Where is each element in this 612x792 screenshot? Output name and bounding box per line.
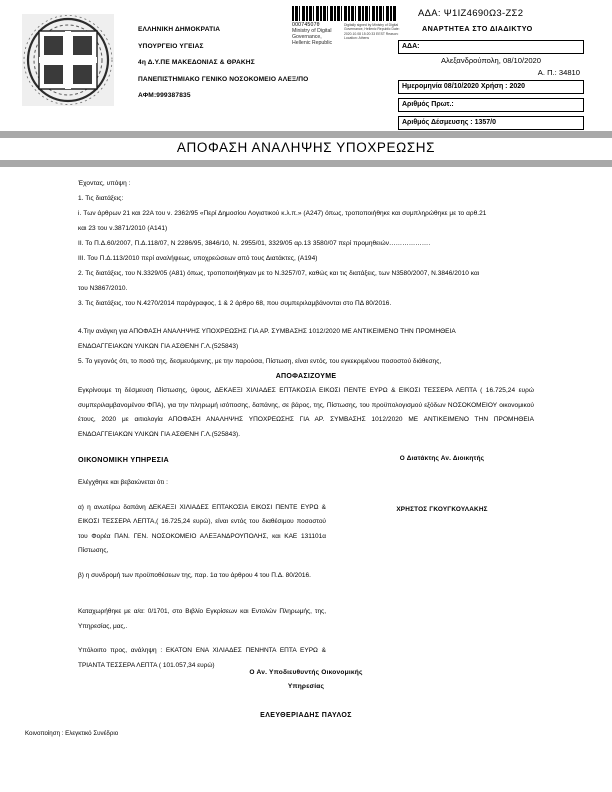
financial-line-4: Καταχωρήθηκε με α/α: 0/1701, στο Βιβλίο Εγκρίσεων και Εντολών Πληρωμής, της, Υπηρεσίας, μας,. [78,608,326,630]
body-line-1: 1. Τις διατάξεις: [78,195,124,202]
date-field-box [398,80,584,94]
org-line-vat-number: ΑΦΜ:999387835 [138,92,191,99]
barcode-number: 00074507θ [292,21,320,28]
signature-role-line-2: Υπηρεσίας [287,683,325,690]
financial-service-column [78,455,326,673]
decision-paragraph: Εγκρίνουμε τη δέσμευση Πίστωσης, ύψους, ΔΕΚΑΕΞΙ ΧΙΛΙΑΔΕΣ ΕΠΤΑΚΟΣΙΑ ΕΙΚΟΣΙ ΠΕΝΤΕ ΕΥΡΩ & ΕΙΚΟΣΙ ΤΕΣΣΕΡΑ ΛΕΠΤΑ ( 16.725,24 ευρώ συμπεριλαμβανομένου ΦΠΑ), για την πληρωμή ισόποσης, δαπάνης, σε βάρος, της, Πίστωσης, του προϋπολογισμού εξόδων ΝΟΣΟΚΟΜΕΙΟΥ οικονομικού έτους, 2020 με αιτιολογία ΑΠΟΦΑΣΗ ΑΝΑΛΗΨΗΣ ΥΠΟΧΡΕΩΣΗΣ ΓΙΑ ΑΡ. ΣΥΜΒΑΣΗΣ 1012/2020 ΜΕ ΑΝΤΙΚΕΙΜΕΝΟ ΤΗΝ ΠΡΟΜΗΘΕΙΑ ΕΝΔΟΑΓΓΕΙΑΚΩΝ ΥΛΙΚΩΝ ΓΙΑ ΑΣΘΕΝΗ Γ.Λ.(525843). [78,387,534,438]
decision-heading: ΑΠΟΦΑΣΙΖΟΥΜΕ [275,373,337,380]
ada-code-heading: ΑΔΑ: Ψ1ΙΖ4690Ω3-ΖΣ2 [418,8,524,19]
body-line-10: ΕΝΔΟΑΓΓΕΙΑΚΩΝ ΥΛΙΚΩΝ ΓΙΑ ΑΣΘΕΝΗ Γ.Λ.(525843) [78,343,239,350]
financial-line-5: Υπόλοιπο προς, ανάληψη : ΕΚΑΤΟΝ ΕΝΑ ΧΙΛΙΑΔΕΣ ΠΕΝΗΝΤΑ ΕΠΤΑ ΕΥΡΩ & ΤΡΙΑΝΤΑ ΤΕΣΣΕΡΑ ΛΕΠΤΑ ( 101.057,34 ευρώ) [78,647,326,669]
org-line-ministry: ΥΠΟΥΡΓΕΙΟ ΥΓΕΙΑΣ [138,42,204,50]
barcode-icon [292,6,396,21]
org-line-republic: ΕΛΛΗΝΙΚΗ ΔΗΜΟΚΡΑΤΙΑ [138,26,221,33]
title-rule-top-divider [0,131,612,138]
financial-line-1: Ελέγχθηκε και βεβαιώνεται ότι : [78,479,168,486]
signature-detail-text: Digitally signed by Ministry of Digital Governance, Hellenic Republic Date: 2020.10.08 15:20:33 EEST Reason: Location: Athens [344,23,400,41]
commitment-number-label: Αριθμός Δέσμευσης : 1357/0 [402,118,496,126]
body-line-9: 4.Την ανάγκη για ΑΠΟΦΑΣΗ ΑΝΑΛΗΨΗΣ ΥΠΟΧΡΕΩΣΗΣ ΓΙΑ ΑΡ. ΣΥΜΒΑΣΗΣ 1012/2020 ΜΕ ΑΝΤΙΚΕΙΜΕΝΟ ΤΗΝ ΠΡΟΜΗΘΕΙΑ [78,328,456,335]
body-line-6: 2. Τις διατάξεις, του Ν.3329/05 (Α81) όπως, τροποποιήθηκαν με το Ν.3257/07, καθώς και τις διατάξεις, των Ν3580/2007, Ν.3846/2010 και [78,270,480,277]
issuing-officer-role: Ο Διατάκτης Αν. Διοικητής [399,455,485,462]
stamp-authority-line-1: Ministry of Digital [292,27,332,34]
digital-signature-stamp [292,6,412,46]
org-line-health-district: 4η Δ.Υ.ΠΕ ΜΑΚΕΔΟΝΙΑΣ & ΘΡΑΚΗΣ [138,59,255,66]
body-line-3: και 23 του ν.3871/2010 (Α141) [78,225,168,232]
financial-line-2: α) η ανωτέρω δαπάνη ΔΕΚΑΕΞΙ ΧΙΛΙΑΔΕΣ ΕΠΤΑΚΟΣΙΑ ΕΙΚΟΣΙ ΠΕΝΤΕ ΕΥΡΩ & ΕΙΚΟΣΙ ΤΕΣΣΕΡΑ ΛΕΠΤΑ,( 16.725,24 ευρώ), είναι εντός του διαθέσιμου ποσοστού του Φορέα ΠΑΝ. ΓΕΝ. ΝΟΣΟΚΟΜΕΙΟ ΑΛΕΞΑΝΔΡΟΥΠΟΛΗΣ, και ΚΑΕ 131101α Πίστωσης, [78,503,326,554]
stamp-authority-line-2: Governance, [292,33,322,40]
anartitea-label: ΑΝΑΡΤΗΤΕΑ ΣΤΟ ΔΙΑΔΙΚΤΥΟ [422,24,533,33]
signature-role-line-1: Ο Αν. Υποδιευθυντής Οικονομικής [249,669,363,676]
document-header [0,0,612,132]
issuing-officer-column [350,455,534,513]
body-line-11: 5. Το γεγονός ότι, το ποσό της, δεσμευόμενης, με την παρούσα, Πίστωση, είναι εντός, του εγκεκριμένου ποσοστού διάθεσης, [78,358,442,365]
page-title: ΑΠΟΦΑΣΗ ΑΝΑΛΗΨΗΣ ΥΠΟΧΡΕΩΣΗΣ [176,140,436,155]
protocol-field-box [398,98,584,112]
signature-role-block [78,666,534,694]
protocol-number-value: Α. Π.: 34810 [537,68,580,77]
body-intro: Έχοντας, υπόψη : [78,180,131,187]
title-rule-bottom-divider [0,160,612,167]
document-body [78,176,534,442]
stamp-authority-line-3: Hellenic Republic [292,39,333,46]
place-and-date: Αλεξανδρούπολη, 08/10/2020 [440,56,541,65]
ada-field-box [398,40,584,54]
ada-field-label: ΑΔΑ: [402,42,420,50]
signature-name: ΕΛΕΥΘΕΡΙΑΔΗΣ ΠΑΥΛΟΣ [260,712,352,719]
footer-distribution-note: Κοινοποίηση : Ελεγκτικό Συνέδριο [25,730,119,737]
greek-coat-of-arms-emblem-icon [22,14,114,106]
org-line-hospital: ΠΑΝΕΠΙΣΤΗΜΙΑΚΟ ΓΕΝΙΚΟ ΝΟΣΟΚΟΜΕΙΟ ΑΛΕΞ/ΠΟ [138,75,309,83]
commitment-number-box [398,116,584,130]
financial-service-heading: ΟΙΚΟΝΟΜΙΚΗ ΥΠΗΡΕΣΙΑ [78,455,170,464]
body-line-7: του Ν3867/2010. [78,285,128,292]
financial-line-3: β) η συνδρομή των προϋποθέσεων της, παρ. 1α του άρθρου 4 του Π.Δ. 80/2016. [78,571,311,579]
protocol-field-label: Αριθμός Πρωτ.: [402,100,454,108]
body-line-8: 3. Τις διατάξεις, του Ν.4270/2014 παράγραφος, 1 & 2 άρθρο 68, που συμπεριλαμβάνονται στο ΠΔ 80/2016. [78,300,392,307]
body-line-4: ΙΙ. Το Π.Δ.60/2007, Π.Δ.118/07, Ν 2286/95, 3846/10, Ν. 2955/01, 3329/05 αρ.13 3580/07 περί προμηθειών………………. [78,240,431,247]
issuing-officer-name: ΧΡΗΣΤΟΣ ΓΚΟΥΓΚΟΥΛΑΚΗΣ [396,506,488,513]
body-line-5: ΙΙΙ. Του Π.Δ.113/2010 περί αναλήψεως, υποχρεώσεων από τους Διατάκτες, (Α194) [78,255,318,262]
body-line-2: i. Των άρθρων 21 και 22Α του ν. 2362/95 «Περί Δημοσίου Λογιστικού κ.λ.π.» (Α247) όπως, τροποποιήθηκε και συμπληρώθηκε με το αρθ.21 [78,210,487,217]
date-field-label: Ημερομηνία 08/10/2020 Χρήση : 2020 [402,82,526,90]
